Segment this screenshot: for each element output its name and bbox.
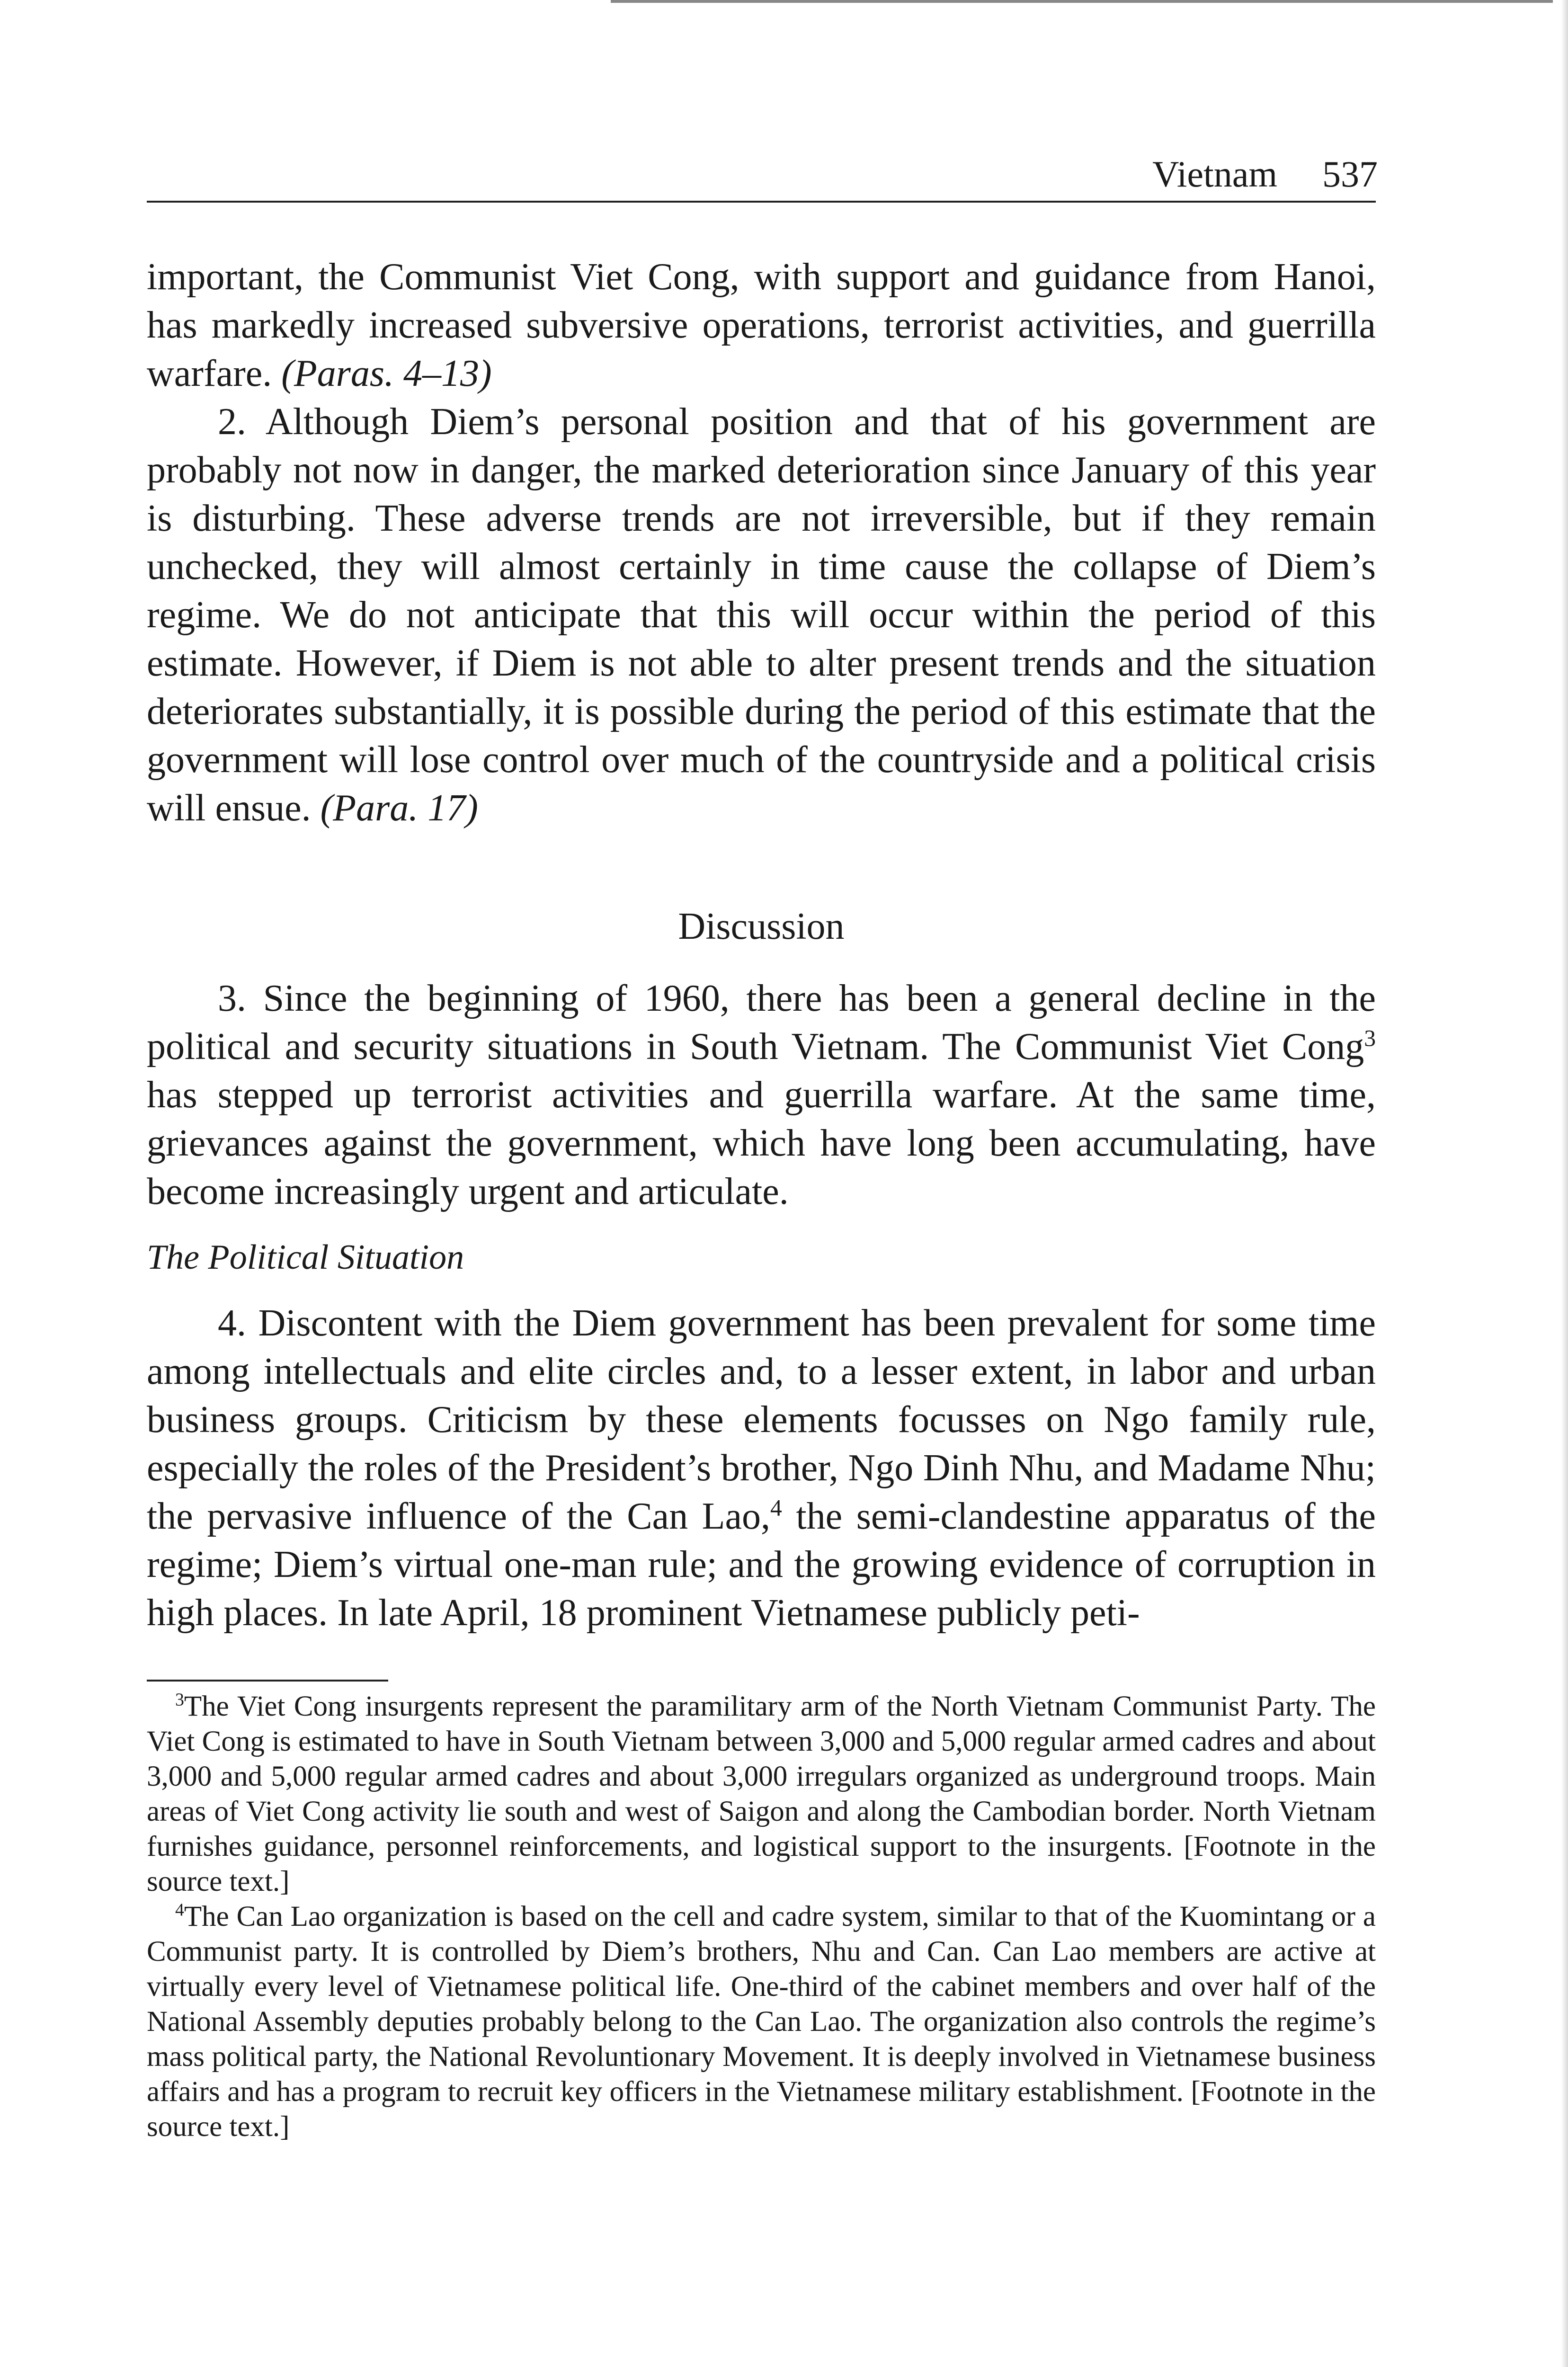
page-number: 537 — [1322, 153, 1378, 195]
running-head-title: Vietnam — [1152, 153, 1277, 195]
footnote-ref-3: 3 — [1364, 1025, 1376, 1051]
page-body — [147, 253, 1376, 2145]
footnote-3-marker: 3 — [175, 1690, 184, 1710]
paragraph-4-text-a: 4. Discontent with the Diem government has been prevalent for some time among intellectuals and elite circles and, to a lesser extent, in labor and urban business groups. Criticism by these elements focusses on Ngo family rule, especially the roles of the President’s brother, Ngo Dinh Nhu, and Madame Nhu; the pervasive influence of the Can Lao, — [147, 1302, 1376, 1537]
paragraph-3 — [147, 974, 1376, 1216]
footnote-ref-4: 4 — [770, 1495, 782, 1521]
scan-edge-shadow — [1561, 0, 1568, 2367]
paragraph-1-ref: (Paras. 4–13) — [281, 353, 492, 394]
paragraph-2-ref: (Para. 17) — [320, 787, 478, 829]
section-subheading: The Political Situation — [147, 1238, 464, 1277]
header-rule — [147, 201, 1376, 203]
footnote-4-text: The Can Lao organization is based on the cell and cadre system, similar to that of the Kuomintang or a Communist party. It is controlled by Diem’s brothers, Nhu and Can. Can Lao members are active at virtually every level of Vietnamese political life. One-third of the cabinet members and over half of the National Assembly deputies probably belong to the Can Lao. The organization also controls the regime’s mass political party, the National Revoluntionary Movement. It is deeply involved in Vietnamese business affairs and has a program to recruit key officers in the Vietnamese military establishment. [Footnote in the source text.] — [147, 1901, 1376, 2143]
paragraph-4-text-b: the semi-clandestine apparatus of the regime; Diem’s virtual one-man rule; and the growing evidence of corruption in high places. In late April, 18 prominent Vietnamese publicly peti- — [147, 1495, 1376, 1634]
discussion-heading: Discussion — [678, 906, 845, 947]
running-head — [147, 151, 1378, 198]
scan-top-rule — [611, 0, 1553, 3]
paragraph-2-text: 2. Although Diem’s personal position and that of his government are probably not now in danger, the marked deterioration since January of this year is disturbing. These adverse trends are not irreversible, but if they remain unchecked, they will almost certainly in time cause the collapse of Diem’s regime. We do not anticipate that this will occur within the period of this estimate. However, if Diem is not able to alter present trends and the situation deteriorates substantially, it is possible during the period of this estimate that the government will lose control over much of the countryside and a political crisis will ensue. — [147, 401, 1376, 829]
paragraph-1-text: important, the Communist Viet Cong, with support and guidance from Hanoi, has markedly increased subversive operations, terrorist activities, and guerrilla warfare. — [147, 256, 1376, 394]
footnote-4 — [147, 1899, 1376, 2145]
paragraph-3-text-b: has stepped up terrorist activities and guerrilla warfare. At the same time, grievances against the government, which have long been accumulating, have become increasingly urgent and articulate. — [147, 1074, 1376, 1212]
paragraph-1 — [147, 253, 1376, 398]
paragraph-4 — [147, 1299, 1376, 1637]
footnote-3 — [147, 1689, 1376, 1899]
paragraph-3-text-a: 3. Since the beginning of 1960, there has been a general decline in the political and security situations in South Vietnam. The Communist Viet Cong — [147, 978, 1376, 1068]
paragraph-2 — [147, 398, 1376, 832]
footnote-3-text: The Viet Cong insurgents represent the paramilitary arm of the North Vietnam Communist Party. The Viet Cong is estimated to have in South Vietnam between 3,000 and 5,000 regular armed cadres and about 3,000 and 5,000 regular armed cadres and about 3,000 irregulars organized as underground troops. Main areas of Viet Cong activity lie south and west of Saigon and along the Cambodian border. North Vietnam furnishes guidance, personnel reinforcements, and logistical support to the insurgents. [Footnote in the source text.] — [147, 1691, 1376, 1897]
footnote-4-marker: 4 — [175, 1900, 184, 1920]
